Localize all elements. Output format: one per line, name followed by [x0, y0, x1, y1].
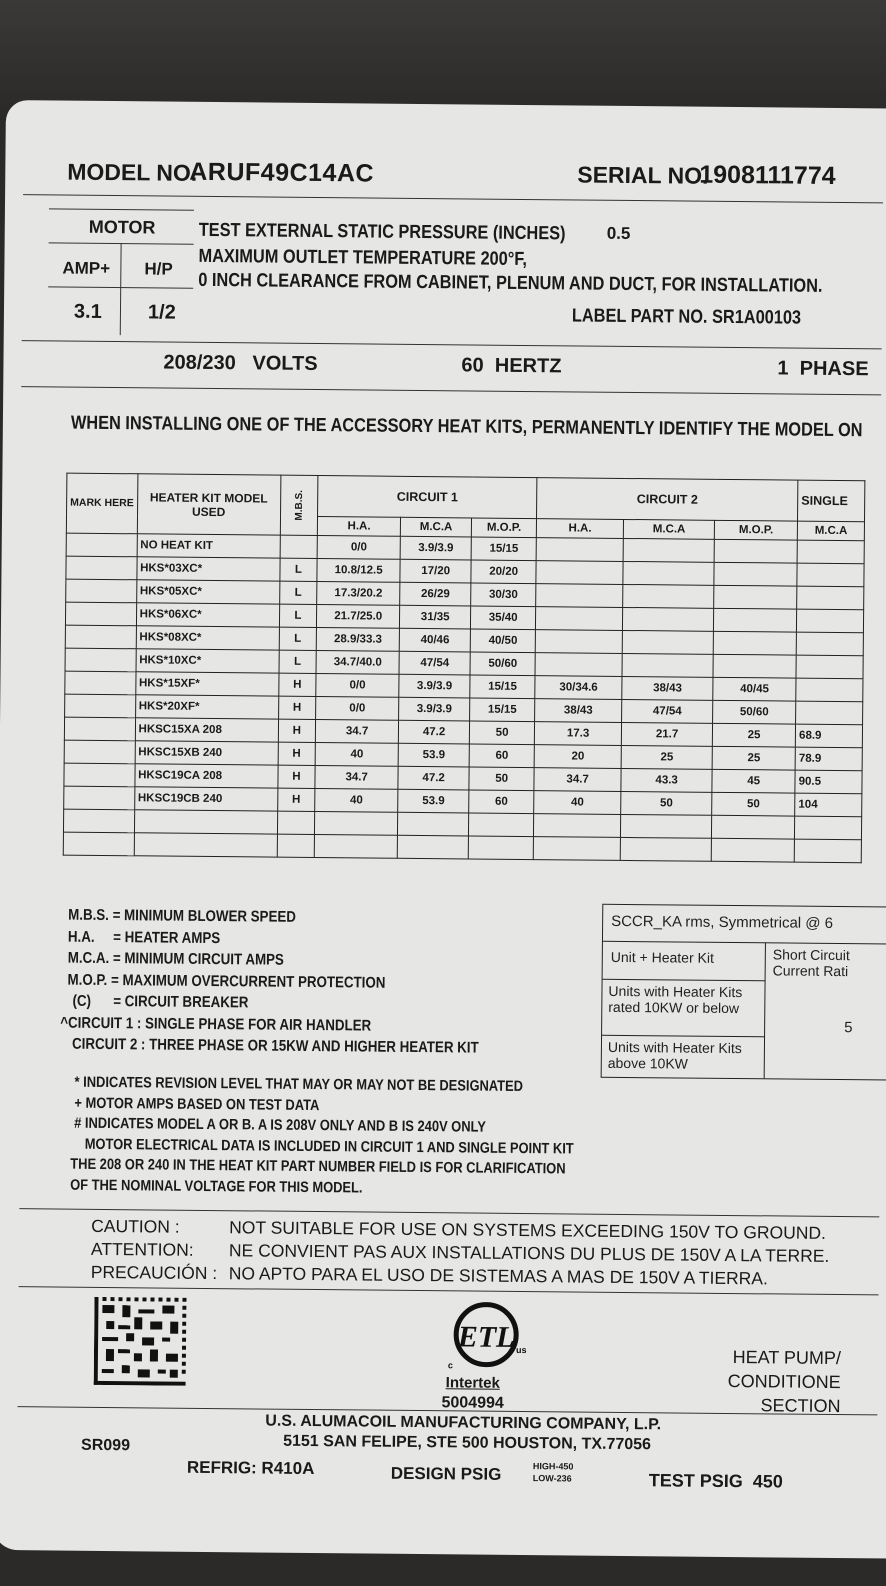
- table-cell: 15/15: [470, 698, 535, 722]
- warnings-text: [229, 1216, 830, 1291]
- test-psig: TEST PSIG 450: [648, 1470, 783, 1492]
- mark-cell: [65, 625, 136, 649]
- table-cell: 47.2: [398, 720, 469, 744]
- table-cell: 38/43: [622, 676, 713, 700]
- table-cell: 38/43: [535, 699, 622, 723]
- heater-kit-model: HKSC15XB 240: [135, 741, 278, 765]
- table-cell: H: [278, 742, 316, 765]
- section-line: CONDITIONE: [727, 1370, 841, 1393]
- table-cell: 0/0: [316, 697, 399, 721]
- table-cell: 78.9: [795, 747, 862, 771]
- table-cell: [535, 630, 622, 654]
- table-cell: [796, 655, 863, 679]
- table-cell: 20/20: [471, 560, 536, 584]
- table-cell: [797, 586, 864, 610]
- table-cell: [536, 584, 623, 608]
- legend-line: M.C.A. = MINIMUM CIRCUIT AMPS: [67, 949, 284, 969]
- empty-cell: [398, 812, 469, 836]
- label-part-number: LABEL PART NO. SR1A00103: [571, 305, 802, 329]
- empty-cell: [794, 839, 861, 863]
- table-cell: 50: [712, 792, 795, 816]
- caution-text: NOT SUITABLE FOR USE ON SYSTEMS EXCEEDING 150V TO GROUND.: [229, 1217, 827, 1243]
- heater-kit-model: HKS*03XC*: [136, 557, 279, 581]
- note-line: + MOTOR AMPS BASED ON TEST DATA: [74, 1094, 320, 1114]
- sub-ha: H.A.: [317, 517, 400, 537]
- hp-label: H/P: [144, 259, 173, 279]
- table-cell: 10.8/12.5: [317, 559, 400, 583]
- table-cell: 34.7: [534, 768, 621, 792]
- legend-line: CIRCUIT 2 : THREE PHASE OR 15KW AND HIGHER HEATER KIT: [72, 1035, 479, 1057]
- table-cell: 3.9/3.9: [399, 674, 470, 698]
- col-mbs: M.B.S.: [280, 475, 318, 535]
- note-line: THE 208 OR 240 IN THE HEAT KIT PART NUMBER FIELD IS FOR CLARIFICATION: [70, 1155, 566, 1178]
- table-cell: 26/29: [400, 582, 471, 606]
- table-cell: 20: [534, 745, 621, 769]
- abbreviation-legend: [60, 905, 480, 1059]
- etl-listed-mark-icon: [442, 1296, 533, 1377]
- table-cell: [713, 631, 796, 655]
- max-temp-text: MAXIMUM OUTLET TEMPERATURE 200°F,: [198, 245, 528, 271]
- table-cell: [535, 653, 622, 677]
- empty-cell: [620, 837, 711, 861]
- model-value: ARUF49C14AC: [189, 157, 375, 188]
- design-psig-label: DESIGN PSIG: [390, 1463, 502, 1484]
- empty-cell: [134, 833, 277, 857]
- empty-cell: [795, 816, 862, 840]
- table-cell: [622, 630, 713, 654]
- manufacturer-address: 5151 SAN FELIPE, STE 500 HOUSTON, TX.77056: [283, 1432, 652, 1454]
- heater-kit-model: HKSC19CA 208: [135, 764, 278, 788]
- design-psig-low: LOW-236: [532, 1473, 572, 1484]
- empty-cell: [315, 811, 398, 835]
- empty-cell: [63, 832, 134, 856]
- table-cell: 60: [469, 744, 534, 768]
- sub-mop: M.O.P.: [471, 518, 536, 538]
- table-cell: H: [278, 696, 316, 719]
- table-cell: 30/30: [471, 583, 536, 607]
- table-cell: 34.7: [315, 765, 398, 789]
- table-cell: [714, 585, 797, 609]
- empty-cell: [469, 813, 534, 837]
- divider: [21, 386, 881, 395]
- table-cell: 50: [469, 767, 534, 791]
- test-pressure-value: 0.5: [606, 223, 631, 243]
- mark-cell: [64, 786, 135, 810]
- table-cell: [796, 632, 863, 656]
- empty-cell: [134, 810, 277, 834]
- table-cell: L: [279, 581, 317, 604]
- heater-kit-model: HKSC15XA 208: [135, 718, 278, 742]
- empty-cell: [314, 834, 397, 858]
- table-cell: 50: [621, 791, 712, 815]
- empty-cell: [533, 837, 620, 861]
- section-line: SECTION: [760, 1395, 841, 1417]
- hp-value: 1/2: [147, 301, 176, 324]
- table-cell: 28.9/33.3: [316, 628, 399, 652]
- table-cell: 0/0: [317, 536, 400, 560]
- table-cell: [714, 562, 797, 586]
- model-label: MODEL NO.: [67, 158, 198, 186]
- table-cell: 15/15: [471, 537, 536, 561]
- sub-mop: M.O.P.: [714, 520, 797, 540]
- sccr-row-below: Units with Heater Kits rated 10KW or below: [608, 982, 743, 1017]
- table-cell: [797, 609, 864, 633]
- sub-mca: M.C.A: [400, 517, 471, 537]
- table-cell: 34.7/40.0: [316, 651, 399, 675]
- motor-title: MOTOR: [88, 216, 156, 238]
- sccr-row-above: Units with Heater Kits above 10KW: [607, 1038, 742, 1072]
- rating-label: [0, 100, 886, 1559]
- mark-cell: [65, 648, 136, 672]
- empty-cell: [711, 838, 794, 862]
- empty-cell: [277, 811, 315, 834]
- single-header: SINGLE: [798, 480, 865, 522]
- mark-cell: [65, 602, 136, 626]
- attention-label: ATTENTION:: [90, 1238, 194, 1260]
- circuit1-header: CIRCUIT 1: [318, 476, 537, 519]
- table-cell: 90.5: [795, 770, 862, 794]
- circuit2-header: CIRCUIT 2: [537, 478, 798, 522]
- table-cell: 40: [315, 743, 398, 767]
- manufacturer-name: U.S. ALUMACOIL MANUFACTURING COMPANY, L.P.: [265, 1412, 662, 1434]
- empty-cell: [468, 836, 533, 860]
- table-cell: 40/45: [713, 677, 796, 701]
- table-cell: 25: [712, 723, 795, 747]
- table-cell: [796, 678, 863, 702]
- motor-column-divider: [120, 243, 122, 335]
- table-cell: 104: [795, 793, 862, 817]
- sccr-col-rating: Short Circuit Current Rati: [772, 946, 850, 980]
- mark-cell: [65, 694, 136, 718]
- design-psig-high: HIGH-450: [532, 1461, 574, 1472]
- divider: [23, 194, 883, 203]
- section-text: [727, 1345, 841, 1418]
- amp-label: AMP+: [62, 258, 111, 279]
- table-cell: [536, 607, 623, 631]
- table-cell: H: [278, 765, 316, 788]
- sub-ha: H.A.: [536, 519, 623, 539]
- col-heater-kit: HEATER KIT MODEL USED: [137, 474, 281, 535]
- amp-value: 3.1: [73, 300, 102, 323]
- table-cell: 53.9: [398, 789, 469, 813]
- table-cell: 47/54: [399, 651, 470, 675]
- heater-kit-model: HKS*08XC*: [136, 626, 279, 650]
- table-cell: [623, 607, 714, 631]
- empty-cell: [397, 835, 468, 859]
- table-cell: 50/60: [470, 652, 535, 676]
- table-cell: 31/35: [400, 605, 471, 629]
- hertz-text: 60 HERTZ: [461, 354, 562, 378]
- table-cell: 25: [621, 745, 712, 769]
- table-cell: 3.9/3.9: [400, 536, 471, 560]
- mark-cell: [66, 533, 137, 557]
- notes-block: [70, 1073, 574, 1201]
- table-cell: L: [279, 650, 317, 673]
- heater-kit-model: HKS*10XC*: [136, 649, 279, 673]
- table-cell: 43.3: [621, 768, 712, 792]
- heater-kit-model: NO HEAT KIT: [137, 534, 280, 558]
- table-cell: 35/40: [471, 606, 536, 630]
- sccr-value: 5: [844, 1019, 853, 1037]
- legend-line: ^CIRCUIT 1 : SINGLE PHASE FOR AIR HANDLER: [60, 1014, 372, 1035]
- table-cell: 68.9: [795, 724, 862, 748]
- table-cell: H: [278, 673, 316, 696]
- sccr-col-unit: Unit + Heater Kit: [610, 948, 714, 966]
- table-cell: 53.9: [398, 743, 469, 767]
- label-code: SR099: [81, 1436, 131, 1455]
- table-cell: 45: [712, 769, 795, 793]
- table-cell: 17.3/20.2: [317, 582, 400, 606]
- table-cell: 17/20: [400, 559, 471, 583]
- table-cell: [536, 538, 623, 562]
- note-line: # INDICATES MODEL A OR B. A IS 208V ONLY AND B IS 240V ONLY: [74, 1114, 486, 1136]
- table-cell: [280, 535, 318, 558]
- table-cell: [714, 608, 797, 632]
- legend-line: M.B.S. = MINIMUM BLOWER SPEED: [68, 906, 296, 926]
- mark-cell: [66, 556, 137, 580]
- table-cell: [623, 561, 714, 585]
- intertek-label: Intertek: [445, 1374, 500, 1392]
- table-cell: L: [279, 604, 317, 627]
- note-line: * INDICATES REVISION LEVEL THAT MAY OR MAY NOT BE DESIGNATED: [74, 1073, 524, 1096]
- table-cell: 17.3: [534, 722, 621, 746]
- etl-text: ETL: [457, 1320, 515, 1354]
- table-cell: 47/54: [622, 699, 713, 723]
- heater-kit-model: HKS*05XC*: [136, 580, 279, 604]
- table-cell: 0/0: [316, 674, 399, 698]
- table-cell: [714, 539, 797, 563]
- table-cell: 25: [712, 746, 795, 770]
- heater-kit-table: [63, 473, 866, 864]
- empty-cell: [63, 809, 134, 833]
- heater-kit-model: HKS*20XF*: [135, 695, 278, 719]
- precaucion-label: PRECAUCIÓN :: [90, 1261, 218, 1284]
- table-cell: 40/50: [470, 629, 535, 653]
- table-cell: 40/46: [399, 628, 470, 652]
- table-cell: L: [279, 627, 317, 650]
- sub-mca: M.C.A: [623, 519, 714, 539]
- sccr-table: [601, 904, 886, 1081]
- installation-notice: WHEN INSTALLING ONE OF THE ACCESSORY HEAT KITS, PERMANENTLY IDENTIFY THE MODEL ON: [70, 412, 863, 442]
- refrigerant: REFRIG: R410A: [186, 1457, 315, 1479]
- col-mark-here: MARK HERE: [66, 473, 137, 534]
- empty-cell: [712, 815, 795, 839]
- table-cell: 50: [469, 721, 534, 745]
- table-cell: L: [279, 558, 317, 581]
- table-cell: 30/34.6: [535, 676, 622, 700]
- table-cell: [713, 654, 796, 678]
- table-cell: 21.7/25.0: [317, 605, 400, 629]
- table-cell: [623, 584, 714, 608]
- volts-text: 208/230 VOLTS: [163, 351, 318, 376]
- table-cell: 40: [315, 788, 398, 812]
- table-cell: [797, 563, 864, 587]
- etl-c: c: [447, 1360, 453, 1371]
- table-cell: [623, 538, 714, 562]
- heater-kit-model: HKS*15XF*: [135, 672, 278, 696]
- table-cell: 50/60: [713, 700, 796, 724]
- table-cell: 34.7: [316, 720, 399, 744]
- section-line: HEAT PUMP/: [732, 1347, 842, 1369]
- datamatrix-code-icon: [94, 1297, 187, 1386]
- warnings-labels: [91, 1215, 218, 1285]
- serial-value: 1908111774: [699, 160, 836, 190]
- empty-cell: [277, 834, 315, 857]
- table-cell: 40: [534, 791, 621, 815]
- empty-cell: [534, 814, 621, 838]
- mark-cell: [64, 740, 135, 764]
- sub-mca: M.C.A: [797, 521, 864, 541]
- precaucion-text: NO APTO PARA EL USO DE SISTEMAS A MAS DE 150V A TIERRA.: [228, 1263, 768, 1289]
- table-cell: 60: [469, 790, 534, 814]
- table-cell: H: [277, 788, 315, 811]
- table-cell: [797, 540, 864, 564]
- divider: [22, 340, 882, 349]
- table-cell: 15/15: [470, 675, 535, 699]
- legend-line: (C) = CIRCUIT BREAKER: [72, 992, 249, 1012]
- mark-cell: [66, 579, 137, 603]
- table-cell: 3.9/3.9: [399, 697, 470, 721]
- table-cell: [536, 561, 623, 585]
- empty-cell: [621, 814, 712, 838]
- caution-label: CAUTION :: [91, 1215, 180, 1237]
- test-pressure-label: TEST EXTERNAL STATIC PRESSURE (INCHES): [198, 219, 566, 245]
- serial-label: SERIAL NO.: [577, 161, 709, 189]
- table-cell: 47.2: [398, 766, 469, 790]
- mark-cell: [64, 717, 135, 741]
- table-cell: H: [278, 719, 316, 742]
- etl-us: us: [515, 1344, 527, 1356]
- mark-cell: [65, 671, 136, 695]
- legend-line: M.O.P. = MAXIMUM OVERCURRENT PROTECTION: [67, 971, 386, 992]
- divider: [49, 208, 194, 210]
- table-cell: [622, 653, 713, 677]
- legend-line: H.A. = HEATER AMPS: [67, 928, 221, 947]
- attention-text: NE CONVIENT PAS AUX INSTALLATIONS DU PLUS DE 150V A LA TERRE.: [228, 1240, 830, 1266]
- certification-number: 5004994: [441, 1394, 504, 1412]
- phase-text: 1 PHASE: [777, 357, 869, 381]
- clearance-text: 0 INCH CLEARANCE FROM CABINET, PLENUM AND DUCT, FOR INSTALLATION.: [198, 269, 823, 297]
- table-cell: [796, 701, 863, 725]
- heater-kit-model: HKS*06XC*: [136, 603, 279, 627]
- note-line: MOTOR ELECTRICAL DATA IS INCLUDED IN CIRCUIT 1 AND SINGLE POINT KIT: [73, 1135, 574, 1157]
- mark-cell: [64, 763, 135, 787]
- table-cell: 21.7: [621, 722, 712, 746]
- sccr-title: SCCR_KA rms, Symmetrical @ 6: [611, 912, 834, 932]
- heater-kit-model: HKSC19CB 240: [134, 787, 277, 811]
- note-line: OF THE NOMINAL VOLTAGE FOR THIS MODEL.: [70, 1176, 363, 1196]
